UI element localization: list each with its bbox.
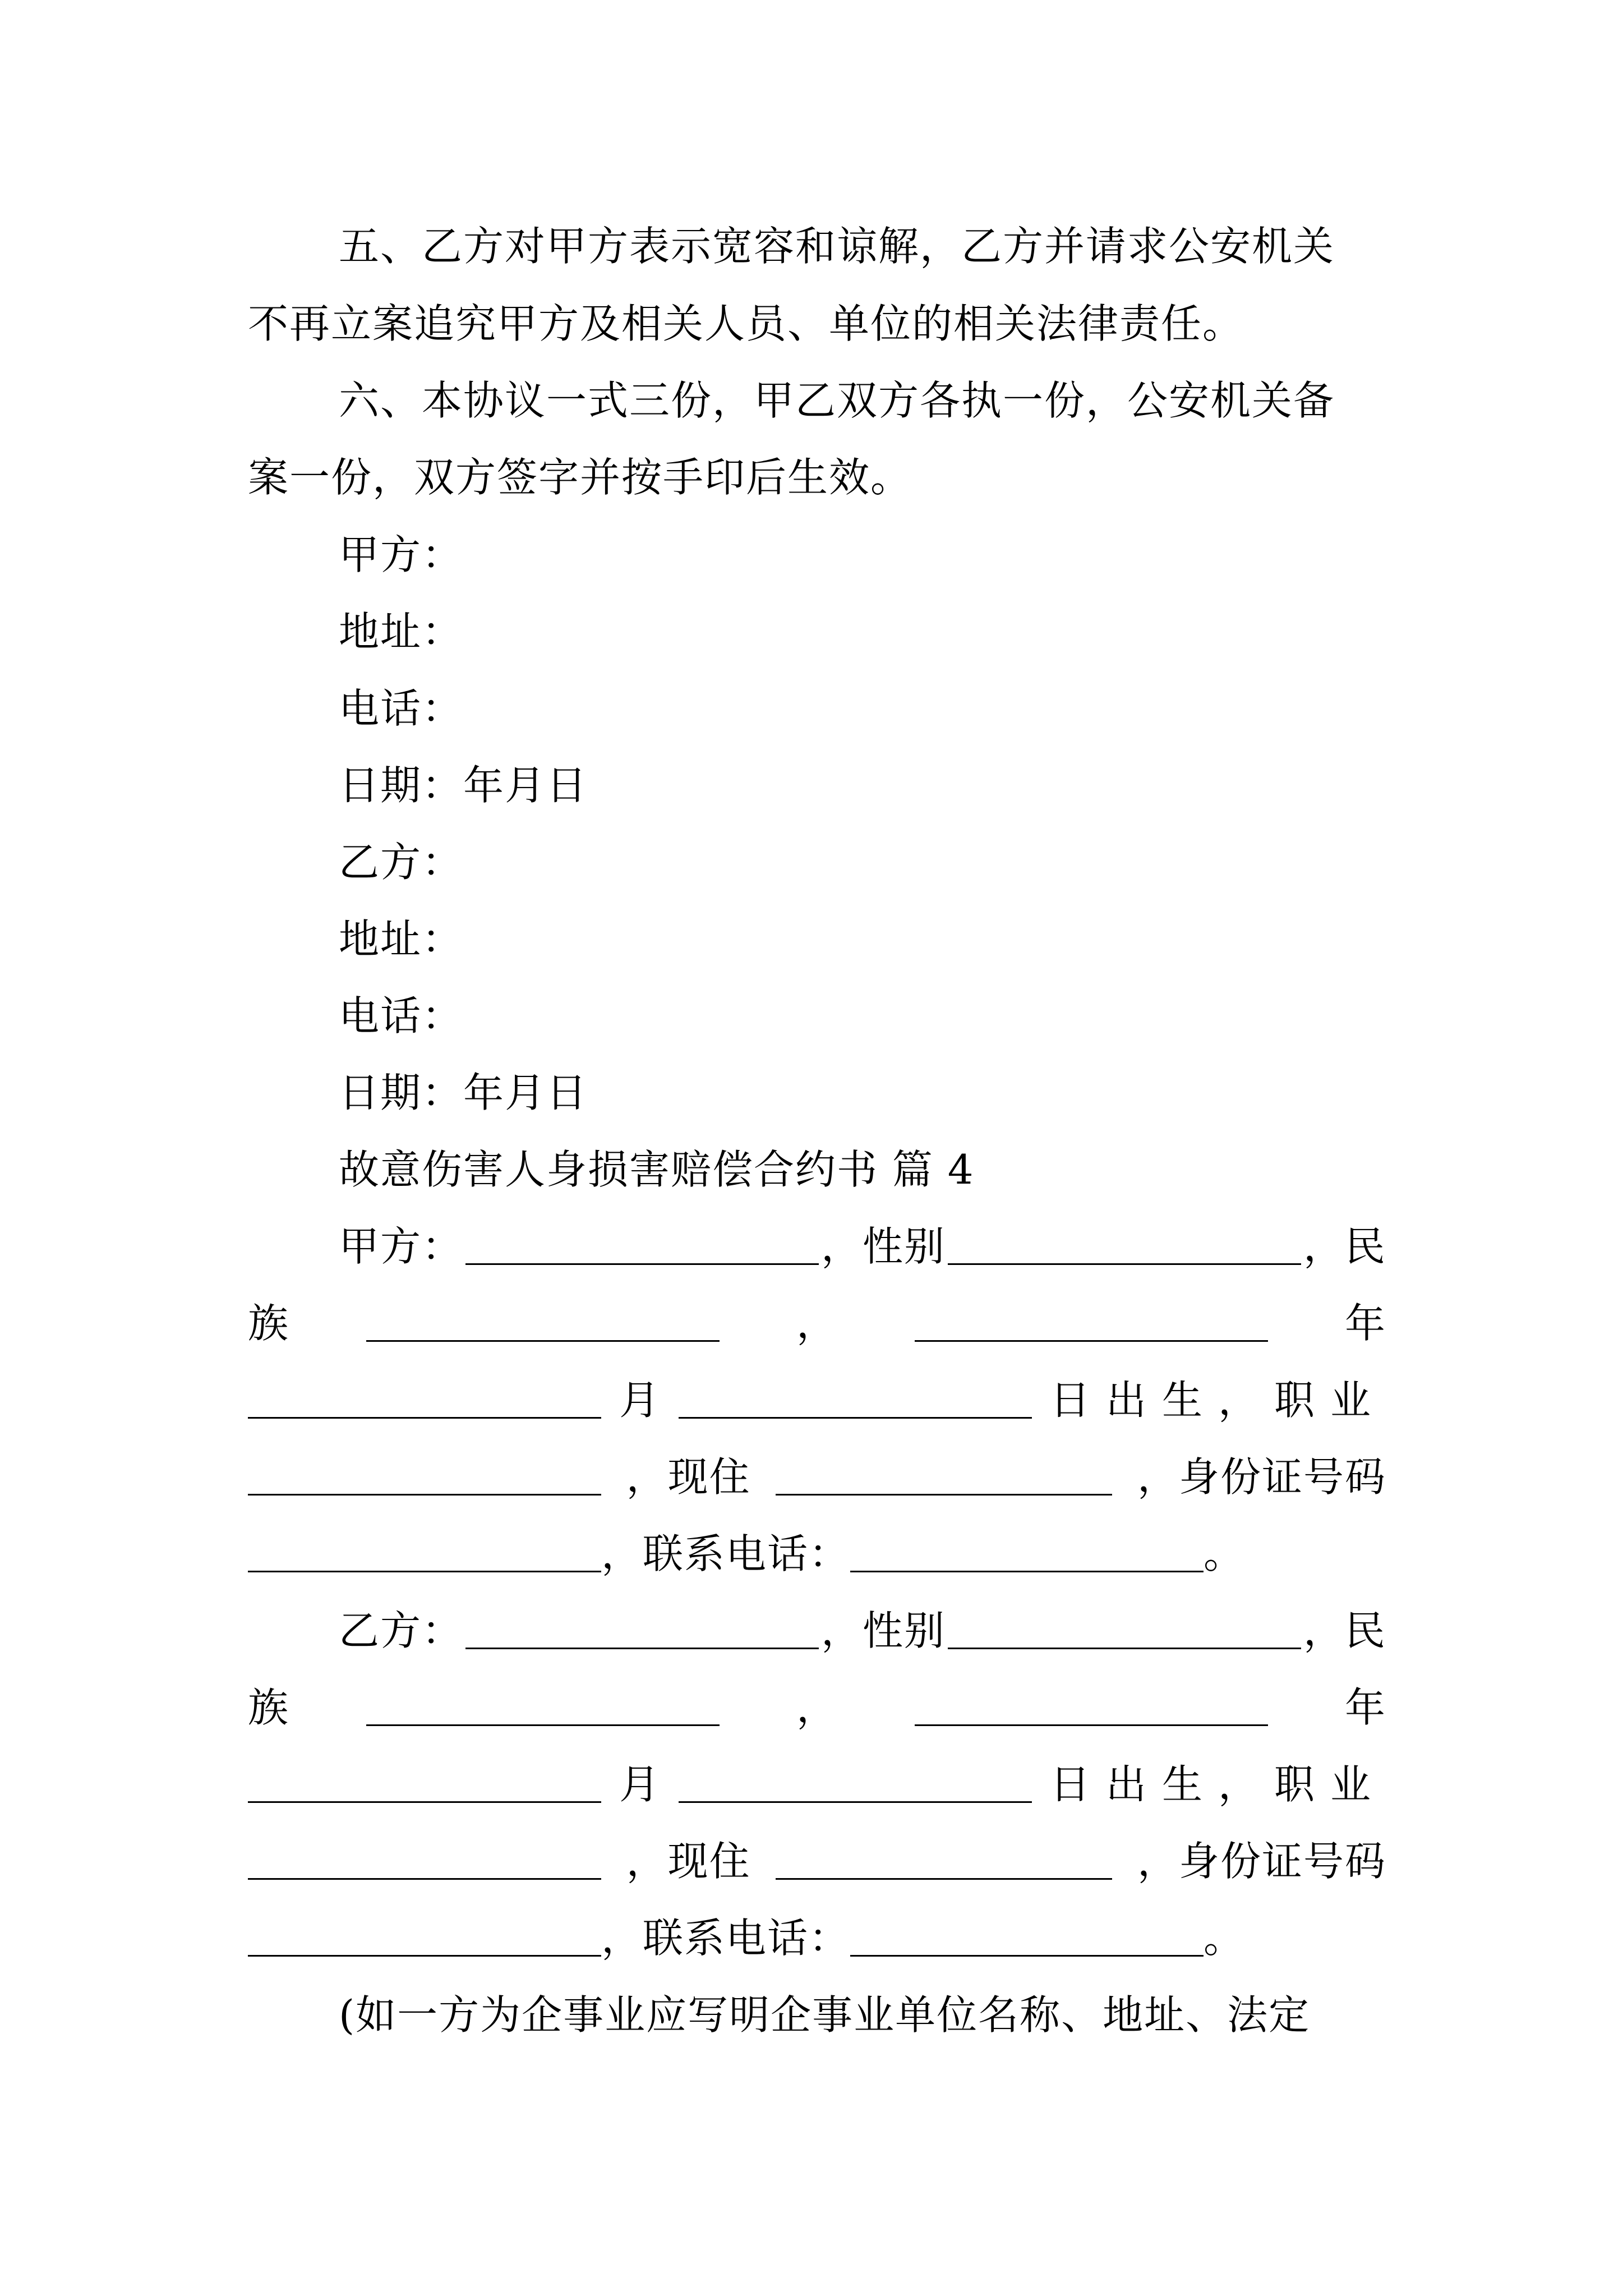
party-a-occupation-blank[interactable]: [248, 1455, 601, 1496]
party-a-residence-label: ，现住: [626, 1453, 751, 1501]
party-a-sign-date: 日期：年月日: [339, 762, 588, 809]
party-b-sign-name: 乙方：: [339, 839, 464, 886]
paragraph-5-line-2: 不再立案追究甲方及相关人员、单位的相关法律责任。: [248, 300, 1244, 347]
party-b-end: 。: [1204, 1915, 1246, 1962]
party-b-id-blank[interactable]: [248, 1916, 601, 1957]
party-a-info-line-1: [339, 1208, 1386, 1285]
paragraph-6-line-2: 案一份，双方签字并按手印后生效。: [248, 454, 912, 501]
party-b-day-blank[interactable]: [679, 1762, 1032, 1803]
party-a-ethnic-end: ，民: [1303, 1223, 1386, 1270]
party-b-month-blank[interactable]: [248, 1762, 601, 1803]
party-a-label: 甲方：: [339, 1223, 464, 1270]
party-b-sign-address: 地址：: [339, 915, 464, 963]
party-b-info-line-1: [339, 1592, 1386, 1669]
party-a-info-line-4: [248, 1438, 1386, 1516]
party-b-month-label: 月: [619, 1761, 661, 1808]
party-b-comma: ，: [796, 1684, 838, 1731]
party-a-ethnic-label: 族: [248, 1300, 290, 1347]
party-a-sign-phone: 电话：: [339, 685, 464, 732]
party-b-sign-date: 日期：年月日: [339, 1069, 588, 1116]
party-a-year-label: 年: [1344, 1300, 1386, 1347]
party-a-born-label: 日出生，职业: [1049, 1377, 1386, 1424]
party-a-id-label: ，身份证号码: [1137, 1453, 1386, 1501]
party-a-end: 。: [1204, 1530, 1246, 1577]
party-b-born-label: 日出生，职业: [1049, 1761, 1386, 1808]
note-line: (如一方为企事业应写明企事业单位名称、地址、法定: [339, 1991, 1311, 2039]
party-a-id-blank[interactable]: [248, 1531, 601, 1572]
party-a-info-line-2: [248, 1285, 1386, 1362]
party-b-sign-phone: 电话：: [339, 992, 464, 1039]
party-b-year-blank[interactable]: [915, 1685, 1268, 1726]
party-a-month-label: 月: [619, 1377, 661, 1424]
party-b-label: 乙方：: [339, 1607, 464, 1654]
party-a-gender-label: ，性别: [820, 1223, 946, 1270]
party-a-info-line-3: [248, 1361, 1386, 1439]
party-a-day-blank[interactable]: [679, 1378, 1032, 1419]
party-a-sign-address: 地址：: [339, 608, 464, 655]
party-b-info-line-5: [248, 1899, 1386, 1977]
party-b-year-label: 年: [1344, 1684, 1386, 1731]
party-b-info-line-4: [248, 1823, 1386, 1900]
party-b-gender-label: ，性别: [820, 1607, 946, 1654]
party-a-contact-label: ，联系电话：: [601, 1530, 851, 1577]
party-a-residence-blank[interactable]: [776, 1455, 1112, 1496]
party-a-info-line-5: [248, 1515, 1386, 1593]
party-a-ethnic-blank[interactable]: [366, 1301, 720, 1342]
party-b-contact-blank[interactable]: [850, 1916, 1204, 1957]
party-a-year-blank[interactable]: [915, 1301, 1268, 1342]
party-a-gender-blank[interactable]: [948, 1224, 1301, 1265]
party-b-name-blank[interactable]: [465, 1608, 819, 1649]
party-b-ethnic-end: ，民: [1303, 1607, 1386, 1654]
party-b-info-line-2: [248, 1669, 1386, 1746]
party-b-occupation-blank[interactable]: [248, 1839, 601, 1880]
party-b-residence-blank[interactable]: [776, 1839, 1112, 1880]
party-a-month-blank[interactable]: [248, 1378, 601, 1419]
party-b-gender-blank[interactable]: [948, 1608, 1301, 1649]
party-a-sign-name: 甲方：: [339, 531, 464, 578]
party-b-ethnic-label: 族: [248, 1684, 290, 1731]
paragraph-6-line-1: 六、本协议一式三份，甲乙双方各执一份，公安机关备: [339, 377, 1335, 424]
paragraph-5-line-1: 五、乙方对甲方表示宽容和谅解，乙方并请求公安机关: [339, 223, 1335, 270]
party-b-id-label: ，身份证号码: [1137, 1838, 1386, 1885]
party-b-info-line-3: [248, 1746, 1386, 1823]
party-a-contact-blank[interactable]: [850, 1531, 1204, 1572]
party-b-residence-label: ，现住: [626, 1838, 751, 1885]
party-b-contact-label: ，联系电话：: [601, 1915, 851, 1962]
party-a-name-blank[interactable]: [465, 1224, 819, 1265]
party-b-ethnic-blank[interactable]: [366, 1685, 720, 1726]
section-title: 故意伤害人身损害赔偿合约书 篇 4: [339, 1146, 975, 1193]
party-a-comma: ，: [796, 1300, 838, 1347]
